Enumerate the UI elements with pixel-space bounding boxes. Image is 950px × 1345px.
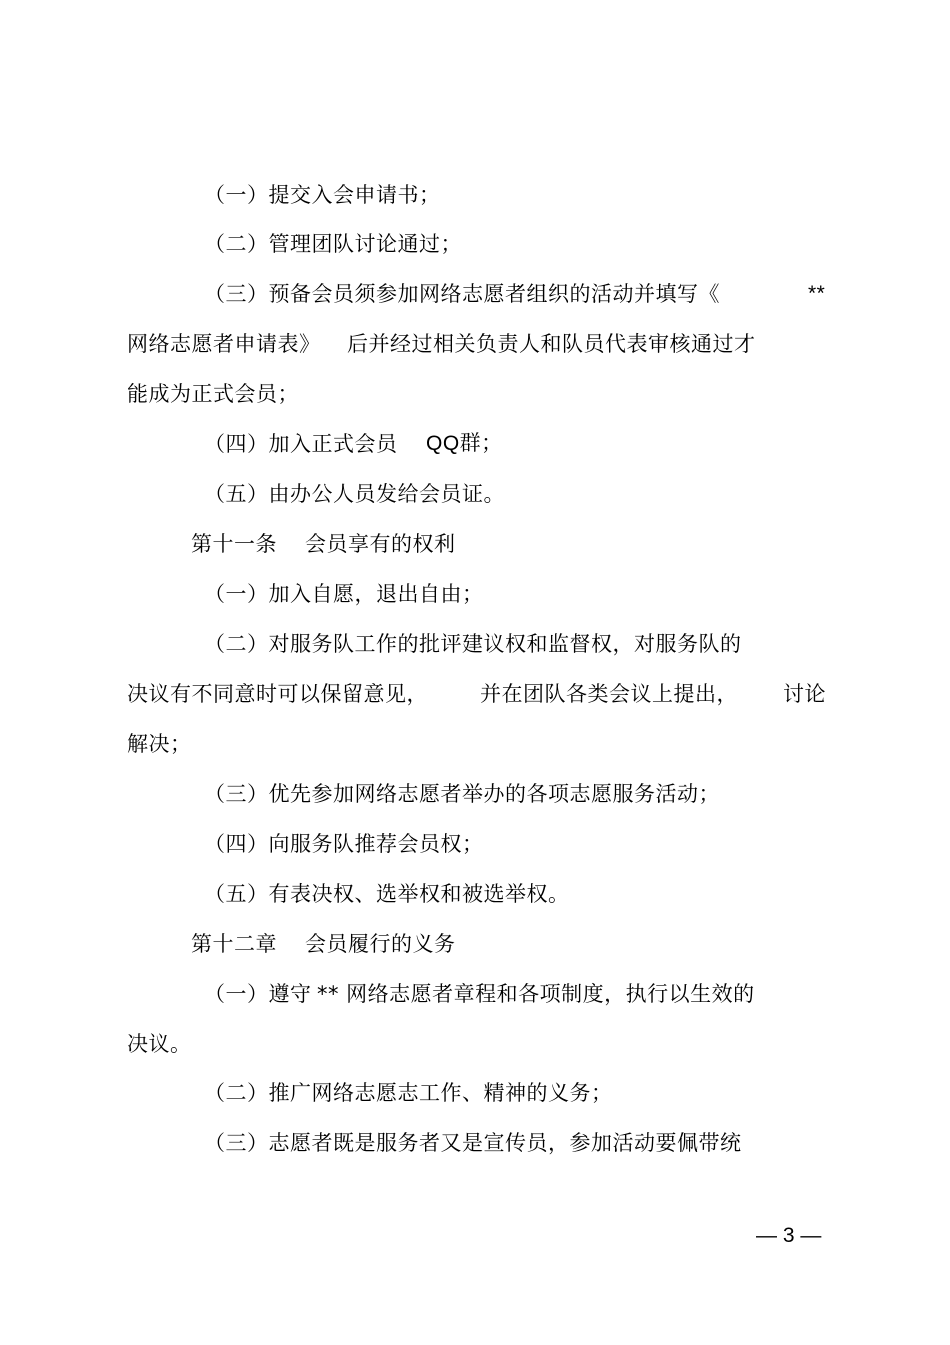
text-item-8b: 会员享有的权利 (305, 532, 456, 556)
text-item-17: （一）遵守 (204, 982, 312, 1006)
text-item-12: 解决； (127, 732, 192, 756)
text-item-19: （二）推广网络志愿志工作、精神的义务； (204, 1081, 613, 1105)
text-item-7: （五）由办公人员发给会员证。 (204, 482, 505, 506)
text-item-1: （一）提交入会申请书； (204, 183, 441, 207)
text-line-15 (204, 882, 570, 906)
text-line-11 (127, 682, 830, 706)
text-item-9: （一）加入自愿，退出自由； (204, 582, 484, 606)
text-item-2: （二）管理团队讨论通过； (204, 232, 462, 256)
text-line-7 (204, 482, 505, 506)
text-line-3 (204, 282, 830, 306)
text-line-13 (204, 782, 720, 806)
text-item-4: 网络志愿者申请表》 (127, 332, 321, 356)
text-line-1 (204, 183, 441, 207)
text-line-14 (204, 832, 484, 856)
text-line-17 (204, 982, 784, 1006)
page-number: — 3 — (756, 1224, 822, 1247)
section-heading-12 (191, 932, 481, 956)
text-item-15: （五）有表决权、选举权和被选举权。 (204, 882, 570, 906)
text-item-16b: 会员履行的义务 (305, 932, 456, 956)
text-item-3b: ** (808, 282, 826, 305)
text-line-4 (127, 332, 787, 356)
text-item-18: 决议。 (127, 1032, 192, 1056)
text-item-11: 决议有不同意时可以保留意见， (127, 682, 428, 706)
text-line-6 (204, 432, 504, 456)
text-line-2 (204, 232, 462, 256)
text-item-8: 第十一条 (191, 532, 277, 556)
text-line-5 (127, 382, 299, 406)
text-item-11b: 并在团队各类会议上提出， (480, 682, 738, 706)
text-item-17b: ** 网络志愿者章程和各项制度，执行以生效的 (317, 982, 755, 1006)
text-line-10 (204, 632, 742, 656)
section-heading-11 (191, 532, 481, 556)
text-item-4b: 后并经过相关负责人和队员代表审核通过才 (347, 332, 756, 356)
text-item-5: 能成为正式会员； (127, 382, 299, 406)
text-item-6b: QQ群； (426, 432, 503, 455)
text-line-9 (204, 582, 484, 606)
text-line-12 (127, 732, 192, 756)
text-line-20 (204, 1131, 742, 1155)
text-item-11c: 讨论 (783, 682, 826, 706)
text-item-3: （三）预备会员须参加网络志愿者组织的活动并填写《 (204, 282, 720, 306)
text-item-14: （四）向服务队推荐会员权； (204, 832, 484, 856)
text-item-10: （二）对服务队工作的批评建议权和监督权，对服务队的 (204, 632, 742, 656)
text-line-19 (204, 1081, 613, 1105)
text-item-16: 第十二章 (191, 932, 277, 956)
text-item-13: （三）优先参加网络志愿者举办的各项志愿服务活动； (204, 782, 720, 806)
text-item-20: （三）志愿者既是服务者又是宣传员，参加活动要佩带统 (204, 1131, 742, 1155)
text-line-18 (127, 1032, 192, 1056)
text-item-6: （四）加入正式会员 (204, 432, 398, 456)
